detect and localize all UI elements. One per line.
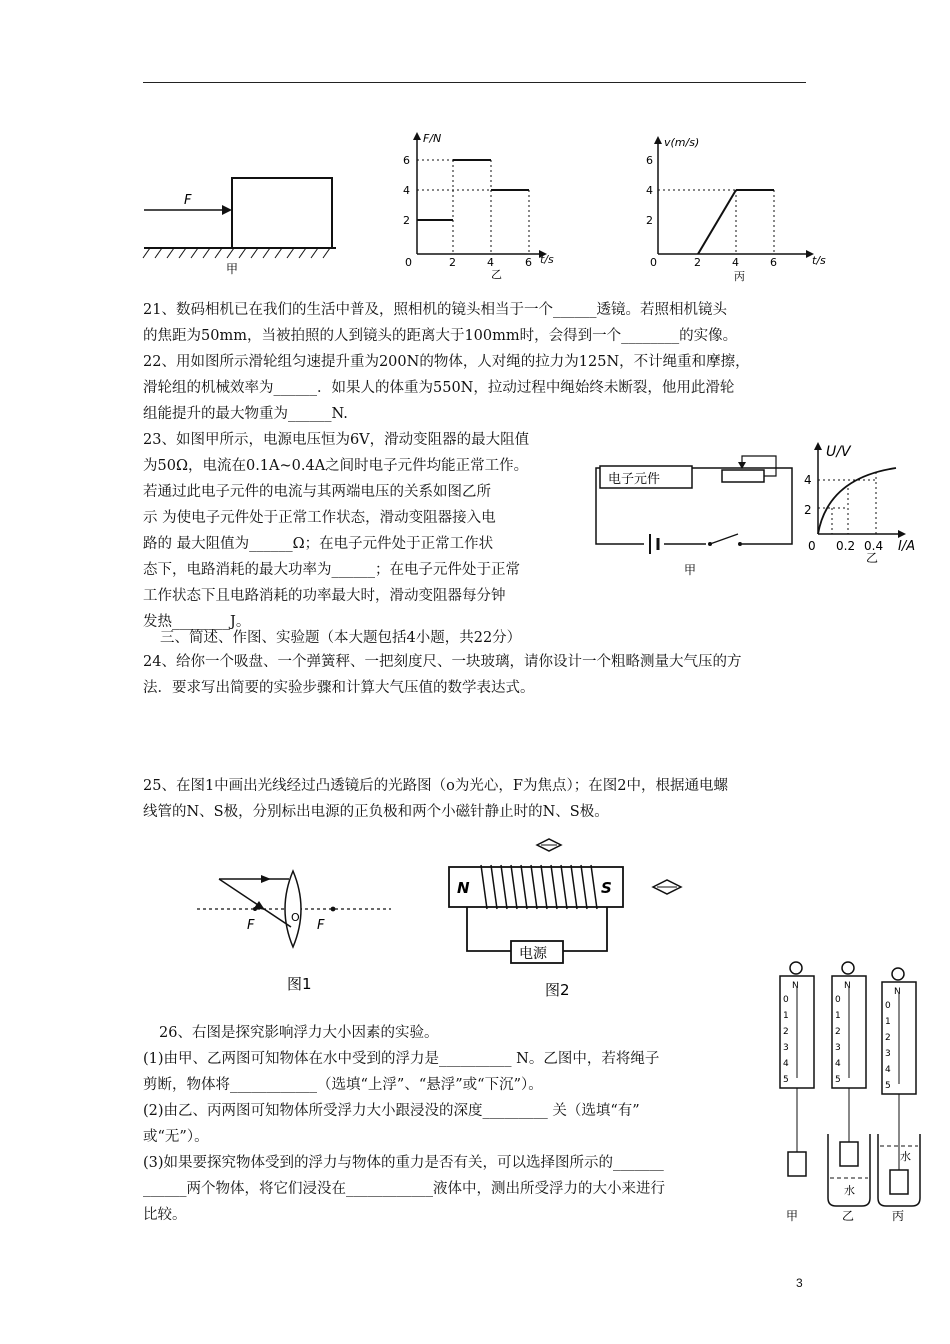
- f-tick-4: 4: [403, 184, 410, 197]
- fig-velocity-time-graph: [640, 132, 826, 283]
- page-number: 3: [796, 1276, 803, 1290]
- scale-yi-n: N: [844, 981, 851, 991]
- scales-yi-caption: 乙: [842, 1209, 855, 1223]
- i-axis-label: I/A: [898, 539, 916, 554]
- fig-bing-caption: 丙: [734, 270, 745, 283]
- vt-tick-6: 6: [770, 256, 777, 269]
- scale-bing-5: 5: [885, 1081, 891, 1091]
- u-i-yi-caption: 乙: [866, 551, 879, 565]
- fig-solenoid: [445, 835, 705, 1000]
- coil-n-label: N: [457, 879, 470, 897]
- q22-line2: 滑轮组的机械效率为______．如果人的体重为550N，拉动过程中绳始终未断裂，他用此滑轮: [143, 380, 735, 396]
- q23-line2: 为50Ω，电流在0.1A~0.4A之间时电子元件均能正常工作。: [143, 458, 529, 474]
- fig-jia-caption: 甲: [226, 262, 239, 276]
- f-axis-label: F/N: [423, 132, 442, 145]
- q23-line7: 工作状态下且电路消耗的功率最大时，滑动变阻器每分钟: [143, 588, 506, 604]
- scale-jia-2: 2: [783, 1027, 789, 1037]
- v-tick-2: 2: [646, 214, 653, 227]
- q26-line7: 比较。: [143, 1207, 187, 1223]
- header-rule: [143, 82, 806, 83]
- scale-yi-0: 0: [835, 995, 841, 1005]
- q24-line2: 法．要求写出简要的实验步骤和计算大气压值的数学表达式。: [143, 680, 535, 696]
- q26-line1: (1)由甲、乙两图可知物体在水中受到的浮力是__________ N。乙图中，若将绳子: [143, 1051, 660, 1067]
- section3-heading: 三、简述、作图、实验题（本大题包括4小题，共22分）: [160, 630, 522, 646]
- fig-u-i-graph: [800, 438, 940, 565]
- q24: [143, 649, 815, 701]
- q23-line8: 发热________J。: [143, 614, 251, 630]
- q26-line3: (2)由乙、丙两图可知物体所受浮力大小跟浸没的深度_________ 关（选填“有”: [143, 1103, 640, 1119]
- q23-line4: 示 为使电子元件处于正常工作状态，滑动变阻器接入电: [143, 510, 496, 526]
- t-axis-label-1: t/s: [540, 253, 554, 266]
- scale-jia-4: 4: [783, 1059, 789, 1069]
- f-tick-6: 6: [403, 154, 410, 167]
- element-label: 电子元件: [608, 472, 661, 487]
- scale-bing-3: 3: [885, 1049, 891, 1059]
- u-tick-2: 2: [804, 503, 812, 517]
- q23-line1: 23、如图甲所示，电源电压恒为6V，滑动变阻器的最大阻值: [143, 432, 530, 448]
- scales-bing-caption: 丙: [892, 1209, 905, 1223]
- spring-scale-yi: [828, 962, 870, 1223]
- q26-line5: (3)如果要探究物体受到的浮力与物体的重力是否有关，可以选择图所示的_______: [143, 1155, 664, 1171]
- q22-line3: 组能提升的最大物重为______N.: [143, 406, 348, 422]
- lens-o: O: [291, 911, 300, 924]
- fig-block-force: [140, 170, 340, 275]
- fig2-caption: 图2: [545, 981, 570, 999]
- q25-line1: 25、在图1中画出光线经过凸透镜后的光路图（o为光心，F为焦点）；在图2中，根据通电螺: [143, 778, 728, 794]
- f-tick-2: 2: [403, 214, 410, 227]
- fig-convex-lens: [195, 865, 395, 995]
- scale-jia-n: N: [792, 981, 799, 991]
- i-tick-02: 0.2: [836, 539, 856, 553]
- q26-line0: 26、右图是探究影响浮力大小因素的实验。: [159, 1025, 439, 1041]
- fig-spring-scales: [772, 958, 932, 1228]
- scale-yi-4: 4: [835, 1059, 841, 1069]
- v-tick-6: 6: [646, 154, 653, 167]
- scale-bing-2: 2: [885, 1033, 891, 1043]
- scales-jia-caption: 甲: [786, 1209, 799, 1223]
- lens-f-left: F: [247, 918, 255, 933]
- u-axis-label: U/V: [826, 444, 851, 460]
- circuit-jia-caption: 甲: [684, 563, 697, 577]
- force-label: F: [184, 193, 192, 208]
- water-yi: 水: [844, 1184, 855, 1197]
- scale-jia-3: 3: [783, 1043, 789, 1053]
- fig-circuit: [592, 450, 802, 580]
- fig-yi-caption: 乙: [491, 268, 502, 281]
- scale-jia-0: 0: [783, 995, 789, 1005]
- q24-line1: 24、给你一个吸盘、一个弹簧秤、一把刻度尺、一块玻璃，请你设计一个粗略测量大气压的方: [143, 654, 742, 670]
- v-axis-label: v(m/s): [664, 136, 700, 149]
- vt-tick-2: 2: [694, 256, 701, 269]
- q21-line2: 的焦距为50mm，当被拍照的人到镜头的距离大于100mm时，会得到一个________的实像。: [143, 328, 738, 344]
- q25-line2: 线管的N、S极，分别标出电源的正负极和两个小磁针静止时的N、S极。: [143, 804, 609, 820]
- q23-line5: 路的 最大阻值为______Ω；在电子元件处于正常工作状: [143, 536, 494, 552]
- scale-jia-1: 1: [783, 1011, 789, 1021]
- water-bing: 水: [900, 1150, 911, 1163]
- q23: [143, 427, 593, 635]
- i-tick-04: 0.4: [864, 539, 884, 553]
- scale-bing-4: 4: [885, 1065, 891, 1075]
- t-tick-6: 6: [525, 256, 532, 269]
- q26-line2: 剪断，物体将____________（选填“上浮”、“悬浮”或“下沉”）。: [143, 1077, 543, 1093]
- q25: [143, 773, 815, 825]
- q26-line4: 或“无”）。: [143, 1129, 209, 1145]
- vt-tick-4: 4: [732, 256, 739, 269]
- v-tick-0: 0: [650, 256, 657, 269]
- u-tick-4: 4: [804, 473, 812, 487]
- v-tick-4: 4: [646, 184, 653, 197]
- coil-s-label: S: [601, 879, 612, 897]
- scale-bing-1: 1: [885, 1017, 891, 1027]
- q26: [143, 1020, 763, 1228]
- spring-scale-jia: [780, 962, 814, 1223]
- q22-line1: 22、用如图所示滑轮组匀速提升重为200N的物体，人对绳的拉力为125N，不计绳重和摩擦，: [143, 354, 750, 370]
- scale-yi-2: 2: [835, 1027, 841, 1037]
- q23-line6: 态下，电路消耗的最大功率为______；在电子元件处于正常: [143, 562, 520, 578]
- scale-yi-5: 5: [835, 1075, 841, 1085]
- q26-line6: ______两个物体，将它们浸没在____________液体中，测出所受浮力的大小来进行: [143, 1181, 665, 1197]
- fig-force-time-graph: [395, 128, 555, 280]
- f-tick-0: 0: [405, 256, 412, 269]
- fig1-caption: 图1: [287, 975, 312, 993]
- q21-line1: 21、数码相机已在我们的生活中普及，照相机的镜头相当于一个______透镜。若照相机镜头: [143, 302, 727, 318]
- scale-yi-1: 1: [835, 1011, 841, 1021]
- q23-line3: 若通过此电子元件的电流与其两端电压的关系如图乙所: [143, 484, 491, 500]
- lens-f-right: F: [317, 918, 325, 933]
- t-tick-2: 2: [449, 256, 456, 269]
- q22: [143, 349, 815, 427]
- q21: [143, 297, 815, 349]
- scale-yi-3: 3: [835, 1043, 841, 1053]
- power-label: 电源: [519, 946, 547, 962]
- t-axis-label-2: t/s: [812, 254, 826, 267]
- scale-bing-n: N: [894, 987, 901, 997]
- spring-scale-bing: [878, 968, 920, 1223]
- scale-jia-5: 5: [783, 1075, 789, 1085]
- scale-bing-0: 0: [885, 1001, 891, 1011]
- t-tick-4: 4: [487, 256, 494, 269]
- u-tick-0: 0: [808, 539, 816, 553]
